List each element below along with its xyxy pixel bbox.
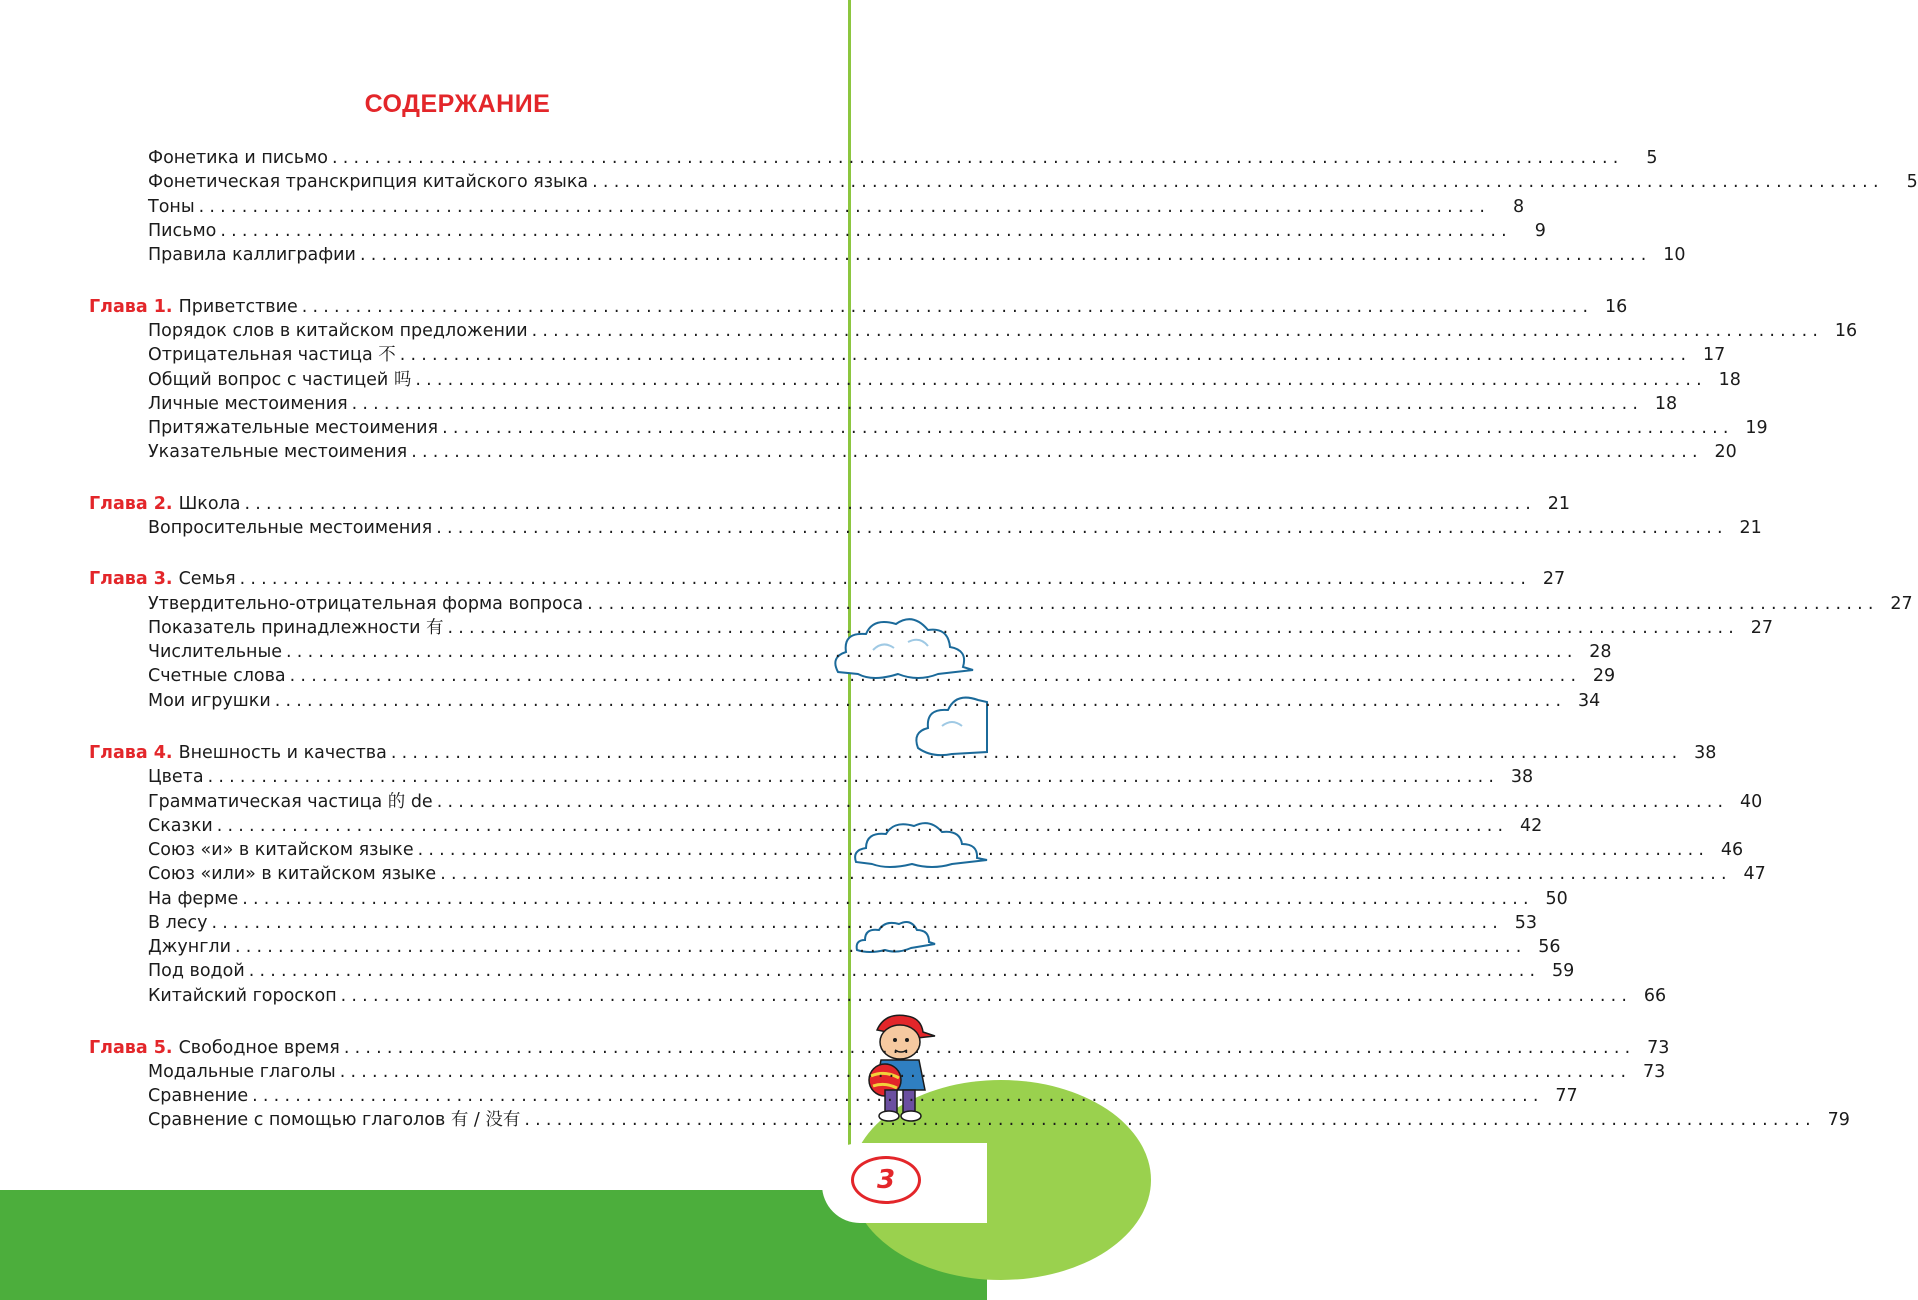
toc-entry-label: Сказки <box>148 816 213 836</box>
toc-entry-row <box>0 959 1575 983</box>
toc-entry-label: Цвета <box>148 767 204 787</box>
chapter-number: Глава 5. <box>89 1038 173 1058</box>
dot-leader: ........................................................................................................................ <box>216 816 1509 836</box>
toc-page-number: 18 <box>1718 370 1741 390</box>
toc-page-number: 17 <box>1703 345 1726 365</box>
toc-entry-label <box>89 295 298 319</box>
toc-page-number: 19 <box>1745 418 1768 438</box>
toc-entry-label: В лесу <box>148 913 208 933</box>
toc-entry-label: Числительные <box>148 642 283 662</box>
dot-leader: ........................................................................................................................ <box>274 691 1567 711</box>
dot-leader: ........................................................................................................................ <box>359 245 1652 265</box>
dot-leader: ........................................................................................................................ <box>399 345 1692 365</box>
toc-entry-label: Указательные местоимения <box>148 442 408 462</box>
dot-leader: ........................................................................................................................ <box>587 594 1879 614</box>
toc-page-number: 34 <box>1577 691 1601 711</box>
toc-page-number: 42 <box>1520 816 1543 836</box>
toc-page-number: 8 <box>1513 197 1525 217</box>
toc-page-number: 18 <box>1654 394 1678 414</box>
toc-entry-row <box>0 243 1686 267</box>
toc-page-number: 53 <box>1514 913 1538 933</box>
dot-leader: ........................................................................................................................ <box>244 494 1537 514</box>
toc-entry-label <box>89 492 240 516</box>
dot-leader: ........................................................................................................................ <box>447 618 1740 638</box>
chapter-number: Глава 3. <box>89 569 173 589</box>
toc-entry-label: Правила каллиграфии <box>148 245 356 265</box>
toc-entry-label <box>89 1036 340 1060</box>
toc-entry-row <box>0 616 1774 640</box>
toc-page-number: 27 <box>1542 569 1566 589</box>
chapter-title: Школа <box>178 494 241 514</box>
dot-leader: ........................................................................................................................ <box>289 666 1582 686</box>
toc-page-number: 59 <box>1551 961 1575 981</box>
toc-entry-row <box>0 1084 1578 1108</box>
chapter-title: Семья <box>178 569 236 589</box>
toc-page-number: 27 <box>1750 618 1774 638</box>
toc-entry-row <box>0 368 1741 392</box>
toc-entry-row <box>0 838 1744 862</box>
toc-entry-label: Модальные глаголы <box>148 1062 336 1082</box>
toc-entry-label: Фонетика и письмо <box>148 148 328 168</box>
toc-chapter-row <box>0 741 1717 765</box>
toc-entry-row <box>0 765 1534 789</box>
dot-leader: ........................................................................................................................ <box>531 321 1824 341</box>
toc-entry-row <box>0 814 1543 838</box>
toc-entry-row <box>0 1108 1850 1132</box>
toc-entry-label: Общий вопрос с частицей 吗 <box>148 370 412 390</box>
toc-entry-label: Вопросительные местоимения <box>148 518 433 538</box>
toc-entry-label: Под водой <box>148 961 245 981</box>
dot-leader: ........................................................................................................................ <box>248 961 1541 981</box>
toc-entry-label: Сравнение <box>148 1086 249 1106</box>
toc-entry-label: Порядок слов в китайском предложении <box>148 321 528 341</box>
dot-leader: ........................................................................................................................ <box>332 148 1624 168</box>
toc-entry-row <box>0 170 1918 194</box>
toc-page-number: 77 <box>1555 1086 1578 1106</box>
dot-leader: ........................................................................................................................ <box>343 1038 1636 1058</box>
page-number: 3 <box>851 1156 921 1204</box>
toc-chapter-row <box>0 567 1566 591</box>
toc-entry-row <box>0 592 1913 616</box>
toc-page-number: 56 <box>1538 937 1561 957</box>
dot-leader: ........................................................................................................................ <box>417 840 1710 860</box>
chapter-number: Глава 4. <box>89 743 173 763</box>
dot-leader: ........................................................................................................................ <box>390 743 1683 763</box>
dot-leader: ........................................................................................................................ <box>211 913 1504 933</box>
toc-entry-label: Сравнение с помощью глаголов 有 / 没有 <box>148 1110 521 1130</box>
toc-entry-row <box>0 319 1858 343</box>
toc-entry-label: Джунгли <box>148 937 231 957</box>
toc-entry-row <box>0 935 1561 959</box>
chapter-title: Приветствие <box>178 297 298 317</box>
dot-leader: ........................................................................................................................ <box>442 418 1734 438</box>
toc-entry-label: Фонетическая транскрипция китайского языка <box>148 172 589 192</box>
toc-entry-row <box>0 343 1726 367</box>
toc-page-number: 21 <box>1739 518 1762 538</box>
toc-entry-row <box>0 887 1568 911</box>
toc-entry-label <box>89 567 236 591</box>
toc-page-number: 50 <box>1545 889 1568 909</box>
dot-leader: ........................................................................................................................ <box>286 642 1578 662</box>
dot-leader: ........................................................................................................................ <box>198 197 1491 217</box>
toc-entry-row <box>0 862 1766 886</box>
toc-entry-row <box>0 984 1667 1008</box>
chapter-title: Свободное время <box>178 1038 340 1058</box>
toc-entry-label <box>89 741 387 765</box>
toc-entry-label: Письмо <box>148 221 217 241</box>
dot-leader: ........................................................................................................................ <box>524 1110 1816 1130</box>
toc-page-number: 5 <box>1646 148 1658 168</box>
toc-page-number: 47 <box>1743 864 1766 884</box>
dot-leader: ........................................................................................................................ <box>239 569 1532 589</box>
toc-page-number: 40 <box>1739 792 1763 812</box>
toc-chapter-row <box>0 1036 1670 1060</box>
toc-entry-row <box>0 689 1601 713</box>
toc-chapter-row <box>0 295 1628 319</box>
toc-page-number: 10 <box>1663 245 1686 265</box>
toc-page-number: 46 <box>1720 840 1744 860</box>
dot-leader: ........................................................................................................................ <box>340 986 1633 1006</box>
toc-entry-row <box>0 911 1538 935</box>
toc-page-number: 16 <box>1605 297 1628 317</box>
toc-page-number: 9 <box>1534 221 1546 241</box>
toc-entry-row <box>0 219 1546 243</box>
dot-leader: ........................................................................................................................ <box>411 442 1703 462</box>
toc-entry-row <box>0 1060 1666 1084</box>
dot-leader: ........................................................................................................................ <box>339 1062 1632 1082</box>
toc-entry-label: Утвердительно-отрицательная форма вопроса <box>148 594 584 614</box>
toc-entry-label: Союз «или» в китайском языке <box>148 864 437 884</box>
toc-entry-label: Притяжательные местоимения <box>148 418 439 438</box>
toc-entry-label: Грамматическая частица 的 de <box>148 792 433 812</box>
toc-page-number: 73 <box>1642 1062 1666 1082</box>
toc-entry-label: Союз «и» в китайском языке <box>148 840 414 860</box>
toc-entry-row <box>0 416 1768 440</box>
chapter-number: Глава 2. <box>89 494 173 514</box>
dot-leader: ........................................................................................................................ <box>252 1086 1544 1106</box>
toc-page-number: 66 <box>1643 986 1667 1006</box>
toc-page-number: 28 <box>1589 642 1612 662</box>
toc-entry-row <box>0 440 1737 464</box>
toc-entry-row <box>0 516 1762 540</box>
dot-leader: ........................................................................................................................ <box>436 792 1729 812</box>
toc-entry-row <box>0 195 1525 219</box>
toc-page-number: 38 <box>1694 743 1717 763</box>
toc-entry-label: На ферме <box>148 889 239 909</box>
toc-page-number: 73 <box>1647 1038 1670 1058</box>
toc-entry-label: Личные местоимения <box>148 394 348 414</box>
toc-entry-row <box>0 146 1658 170</box>
dot-leader: ........................................................................................................................ <box>207 767 1500 787</box>
toc-entry-row <box>0 640 1612 664</box>
toc-entry-row <box>0 664 1616 688</box>
dot-leader: ........................................................................................................................ <box>220 221 1512 241</box>
toc-page-number: 79 <box>1827 1110 1850 1130</box>
toc-page-number: 20 <box>1714 442 1737 462</box>
dot-leader: ........................................................................................................................ <box>351 394 1644 414</box>
dot-leader: ........................................................................................................................ <box>436 518 1728 538</box>
toc-page-number: 27 <box>1890 594 1913 614</box>
dot-leader: ........................................................................................................................ <box>415 370 1707 390</box>
toc-page-number: 38 <box>1510 767 1534 787</box>
toc-entry-row <box>0 790 1763 814</box>
toc-entry-row <box>0 392 1678 416</box>
toc-entry-label: Тоны <box>148 197 195 217</box>
dot-leader: ........................................................................................................................ <box>592 172 1884 192</box>
toc-entry-label: Показатель принадлежности 有 <box>148 618 444 638</box>
page-title: СОДЕРЖАНИЕ <box>364 90 551 118</box>
dot-leader: ........................................................................................................................ <box>235 937 1527 957</box>
toc-entry-label: Китайский гороскоп <box>148 986 337 1006</box>
toc-entry-label: Мои игрушки <box>148 691 271 711</box>
chapter-number: Глава 1. <box>89 297 173 317</box>
toc-chapter-row <box>0 492 1571 516</box>
toc-page-number: 21 <box>1547 494 1571 514</box>
dot-leader: ........................................................................................................................ <box>242 889 1534 909</box>
toc-page-number: 5 <box>1906 172 1918 192</box>
dot-leader: ........................................................................................................................ <box>301 297 1594 317</box>
toc-page-number: 16 <box>1834 321 1858 341</box>
toc-entry-label: Отрицательная частица 不 <box>148 345 396 365</box>
chapter-title: Внешность и качества <box>178 743 387 763</box>
toc-page-number: 29 <box>1592 666 1616 686</box>
toc-entry-label: Счетные слова <box>148 666 286 686</box>
dot-leader: ........................................................................................................................ <box>440 864 1732 884</box>
